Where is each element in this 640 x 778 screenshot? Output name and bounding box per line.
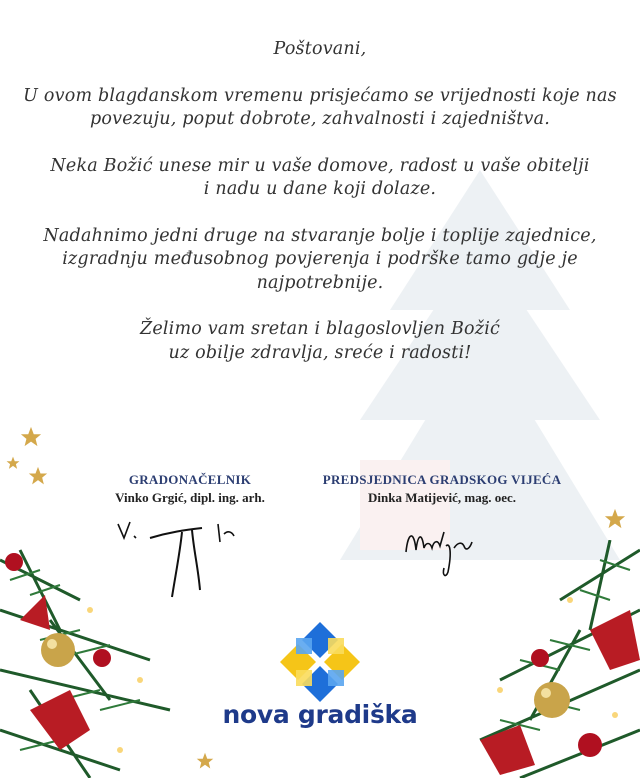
star-icon [6,456,20,470]
paragraph-line: Želimo vam sretan i blagoslovljen Božić [139,319,501,339]
star-icon [28,466,48,486]
paragraph-line: Nadahnimo jedni druge na stvaranje bolje i toplije zajednice, [43,225,597,246]
paragraph-line: i nadu u dane koji dolaze. [203,179,437,199]
paragraph-line: Neka Božić unese mir u vaše domove, radost u vaše obitelji [50,155,590,176]
signatory-role: GRADONAČELNIK [128,472,252,487]
pine-branch-icon [440,540,640,778]
letter-body [0,38,640,365]
nova-gradiska-logo [230,614,410,754]
star-icon [20,426,42,448]
paragraph-line: U ovom blagdanskom vremenu prisjećamo se vrijednosti koje nas [23,85,617,106]
paragraph-line: najpotrebnije. [256,272,384,293]
bow-icon [20,595,50,630]
bow-icon [590,610,640,670]
signature-block-mayor [100,472,280,506]
pine-branch-icon [0,540,200,778]
logo-wordmark: nova gradiška [222,700,418,729]
paragraph-line: uz obilje zdravlja, sreće i radosti! [168,342,472,363]
greeting: Poštovani, [273,39,367,59]
signature-block-council-president [312,472,572,506]
paragraph-line: povezuju, poput dobrote, zahvalnosti i zajedništva. [89,109,551,129]
signatory-name: Vinko Grgić, dipl. ing. arh. [115,490,265,505]
star-icon [604,508,626,530]
signatory-name: Dinka Matijević, mag. oec. [367,490,517,505]
signatory-role: PREDSJEDNICA GRADSKOG VIJEĆA [322,472,562,487]
paragraph-line: izgradnju međusobnog povjerenja i podrške tamo gdje je [62,249,578,269]
